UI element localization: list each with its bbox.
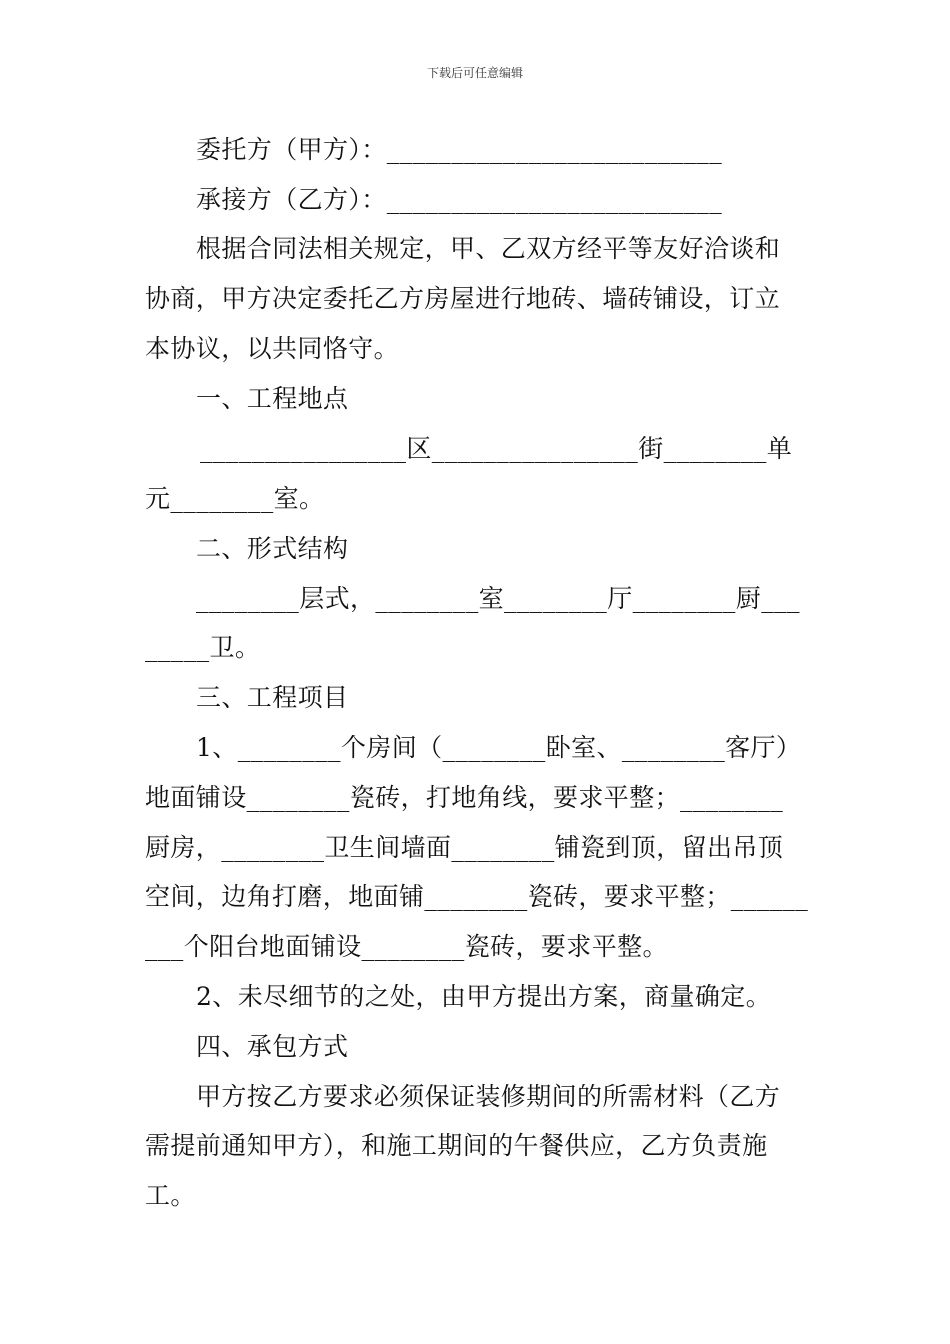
section-4-line-2: 需提前通知甲方），和施工期间的午餐供应，乙方负责施 xyxy=(145,1131,768,1160)
section-1-line-2: 元________室。 xyxy=(145,484,325,513)
section-4-title: 四、承包方式 xyxy=(196,1032,349,1061)
section-3-item-1-line-3: 厨房，________卫生间墙面________铺瓷到顶，留出吊顶 xyxy=(145,833,784,862)
page-header-note: 下载后可任意编辑 xyxy=(426,66,523,80)
intro-line-3: 本协议，以共同恪守。 xyxy=(145,334,400,363)
section-4-line-1: 甲方按乙方要求必须保证装修期间的所需材料（乙方 xyxy=(196,1082,781,1111)
intro-line-2: 协商，甲方决定委托乙方房屋进行地砖、墙砖铺设，订立 xyxy=(145,284,781,313)
party-a-line: 委托方（甲方）：__________________________ xyxy=(196,135,723,164)
section-2-title: 二、形式结构 xyxy=(196,534,349,563)
section-1-title: 一、工程地点 xyxy=(196,384,349,413)
section-3-item-2: 2、未尽细节的之处，由甲方提出方案，商量确定。 xyxy=(196,982,772,1011)
intro-line-1: 根据合同法相关规定，甲、乙双方经平等友好洽谈和 xyxy=(196,234,781,263)
section-1-line-1: ________________区________________街________单 xyxy=(200,434,793,463)
section-3-item-1-line-1: 1、________个房间（________卧室、________客厅） xyxy=(196,733,802,762)
section-3-item-1-line-5: ___个阳台地面铺设________瓷砖，要求平整。 xyxy=(145,932,668,961)
section-2-line-1: ________层式，________室________厅________厨___ xyxy=(196,584,800,613)
party-b-line: 承接方（乙方）：__________________________ xyxy=(196,185,723,214)
section-3-item-1-line-4: 空间，边角打磨，地面铺________瓷砖，要求平整；______ xyxy=(145,882,809,911)
section-3-item-1-line-2: 地面铺设________瓷砖，打地角线，要求平整；________ xyxy=(145,783,784,812)
section-3-title: 三、工程项目 xyxy=(196,683,349,712)
section-4-line-3: 工。 xyxy=(145,1181,196,1210)
section-2-line-2: _____卫。 xyxy=(145,633,261,662)
